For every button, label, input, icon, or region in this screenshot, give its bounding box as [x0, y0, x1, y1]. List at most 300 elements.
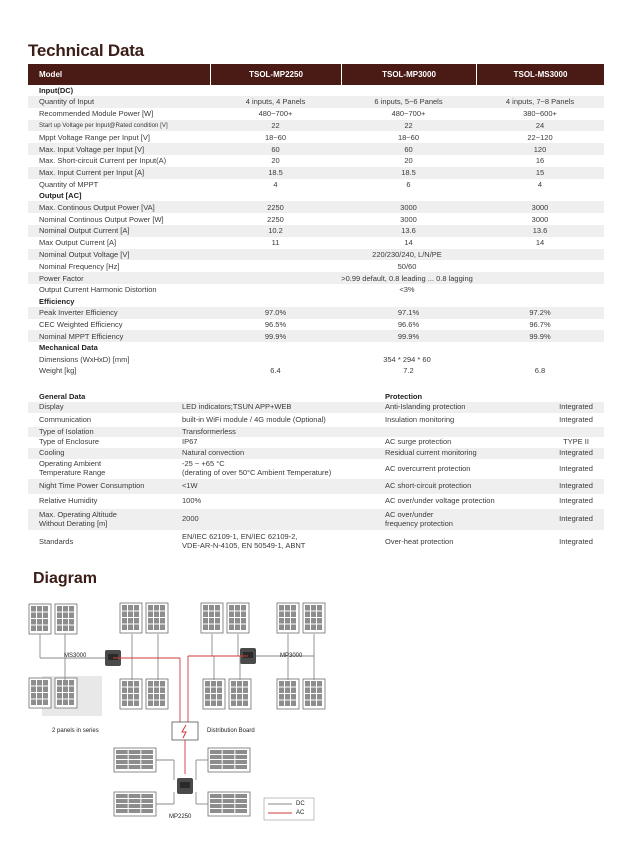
table-row [28, 330, 604, 342]
row-label: Max. Input Current per Input [A] [39, 168, 145, 178]
solar-cell [241, 612, 246, 618]
system-diagram [28, 596, 348, 836]
table-row [28, 402, 604, 413]
solar-cell [285, 625, 290, 631]
cell-label: Operating Ambient Temperature Range [39, 459, 106, 477]
row-value: 22~120 [527, 132, 553, 142]
row-value: 6 [406, 179, 411, 189]
cell-value: EN/IEC 62109-1, EN/IEC 62109-2, VDE-AR-N-4105, EN 50549-1, ABNT [182, 532, 306, 550]
solar-cell [229, 618, 234, 624]
solar-cell [148, 701, 153, 707]
cell-value: 2000 [182, 514, 199, 524]
solar-cell [69, 700, 74, 706]
solar-cell [317, 605, 322, 611]
solar-cell [160, 701, 165, 707]
row-value: 6.8 [534, 366, 546, 376]
solar-cell [241, 625, 246, 631]
solar-cell [31, 606, 36, 612]
solar-cell [122, 681, 127, 687]
solar-cell [69, 626, 74, 632]
solar-cell [215, 605, 220, 611]
solar-cell [210, 765, 222, 769]
row-value: 16 [535, 156, 545, 166]
legend-dc-label: DC [296, 801, 305, 807]
cell-plabel: AC over/under voltage protection [385, 496, 495, 506]
solar-cell [134, 688, 139, 694]
solar-cell [148, 612, 153, 618]
solar-cell [129, 804, 141, 808]
solar-cell [116, 750, 128, 754]
solar-cell [229, 612, 234, 618]
solar-cell [237, 701, 242, 707]
solar-cell [237, 688, 242, 694]
solar-cell [285, 694, 290, 700]
solar-cell [231, 701, 236, 707]
row-value: 3000 [531, 214, 549, 224]
section-heading: Input(DC) [39, 86, 74, 95]
solar-cell [285, 681, 290, 687]
solar-cell [116, 760, 128, 764]
solar-cell [134, 681, 139, 687]
row-value: 96.5% [264, 319, 287, 329]
cell-label: Cooling [39, 448, 65, 458]
solar-cell [134, 701, 139, 707]
solar-cell [69, 687, 74, 693]
table-row [28, 413, 604, 427]
protection-title: Protection [385, 391, 423, 401]
solar-cell [148, 618, 153, 624]
solar-cell [223, 750, 235, 754]
solar-cell [63, 619, 68, 625]
solar-cell [311, 701, 316, 707]
solar-cell [235, 794, 247, 798]
row-value: 6.4 [270, 366, 281, 376]
microinverter-label-plate [108, 654, 118, 660]
section-heading: Efficiency [39, 296, 75, 306]
solar-cell [31, 700, 36, 706]
solar-cell [154, 625, 159, 631]
row-value: 99.9% [264, 331, 287, 341]
solar-cell [279, 688, 284, 694]
row-value: 11 [271, 238, 280, 248]
row-label: Max. Continous Output Power [VA] [39, 202, 155, 212]
row-value: >0.99 default, 0.8 leading ... 0.8 lagging [341, 273, 473, 283]
row-value: 96.7% [529, 319, 551, 329]
row-value: 20 [271, 156, 280, 166]
row-label: Quantity of Input [39, 97, 95, 107]
header-mp3000: TSOL-MP3000 [341, 64, 476, 85]
solar-cell [141, 755, 153, 759]
row-label: Recommended Module Power [W] [39, 109, 154, 119]
row-value: 480~700+ [391, 109, 426, 119]
solar-cell [235, 618, 240, 624]
solar-cell [148, 625, 153, 631]
solar-cell [317, 612, 322, 618]
solar-cell [223, 799, 235, 803]
solar-cell [243, 688, 248, 694]
solar-cell [311, 618, 316, 624]
row-value: 3000 [400, 214, 417, 224]
table-header [28, 64, 604, 85]
solar-cell [311, 694, 316, 700]
solar-cell [211, 681, 216, 687]
solar-cell [63, 613, 68, 619]
table-row [28, 96, 604, 108]
cell-plabel: Anti-Islanding protection [385, 402, 466, 412]
solar-cell [209, 605, 214, 611]
solar-cell [43, 606, 48, 612]
solar-cell [241, 605, 246, 611]
solar-cell [305, 681, 310, 687]
solar-cell [43, 626, 48, 632]
solar-cell [217, 688, 222, 694]
solar-cell [235, 765, 247, 769]
solar-cell [243, 694, 248, 700]
solar-cell [129, 750, 141, 754]
cell-plabel: Insulation monitoring [385, 414, 455, 424]
solar-cell [31, 680, 36, 686]
solar-cell [217, 701, 222, 707]
solar-cell [129, 794, 141, 798]
solar-cell [134, 618, 139, 624]
solar-cell [122, 612, 127, 618]
general-title: General Data [39, 391, 86, 401]
cell-label: Night Time Power Consumption [39, 481, 145, 491]
solar-cell [223, 794, 235, 798]
solar-cell [215, 618, 220, 624]
solar-cell [235, 799, 247, 803]
row-value: 354 * 294 * 60 [383, 354, 431, 364]
row-value: 4 [537, 179, 543, 189]
cell-pvalue: Integrated [559, 496, 593, 506]
row-value: 97.1% [397, 308, 420, 318]
solar-cell [235, 605, 240, 611]
row-value: <3% [399, 285, 415, 295]
solar-cell [210, 755, 222, 759]
section-heading: Mechanical Data [39, 343, 98, 353]
solar-cell [235, 750, 247, 754]
solar-cell [154, 612, 159, 618]
row-value: 18.5 [401, 168, 416, 178]
row-label: Max Output Current [A] [39, 238, 117, 248]
table-row [28, 479, 604, 494]
solar-cell [311, 612, 316, 618]
solar-cell [205, 681, 210, 687]
solar-cell [203, 605, 208, 611]
solar-cell [291, 701, 296, 707]
cell-label: Max. Operating Altitude Without Derating [m] [39, 509, 117, 528]
solar-cell [211, 694, 216, 700]
cell-value: built-in WiFi module / 4G module (Optional) [182, 414, 326, 424]
table-row [28, 509, 604, 530]
solar-cell [305, 701, 310, 707]
row-value: 14 [404, 238, 413, 248]
row-label: Peak Inverter Efficiency [39, 308, 118, 318]
diagram-title: Diagram [33, 570, 98, 587]
row-value: 15 [535, 168, 545, 178]
solar-cell [129, 765, 141, 769]
solar-cell [141, 804, 153, 808]
solar-cell [317, 694, 322, 700]
table-row [28, 213, 604, 225]
solar-cell [116, 804, 128, 808]
row-label: Nominal Frequency [Hz] [39, 261, 120, 271]
solar-cell [134, 625, 139, 631]
solar-cell [122, 688, 127, 694]
solar-cell [279, 605, 284, 611]
solar-cell [305, 694, 310, 700]
solar-cell [141, 799, 153, 803]
general-body [28, 402, 604, 554]
row-value: 7.2 [403, 366, 414, 376]
solar-cell [129, 799, 141, 803]
row-value: 18.5 [268, 168, 283, 178]
row-value: 220/230/240, L/N/PE [372, 249, 442, 259]
solar-cell [31, 619, 36, 625]
cell-pvalue: Integrated [559, 481, 593, 491]
row-label: Start up Voltage per Input@Rated condition [V] [39, 121, 168, 129]
cell-value: IP67 [182, 437, 198, 447]
solar-cell [31, 613, 36, 619]
solar-cell [134, 694, 139, 700]
solar-cell [43, 693, 48, 699]
solar-cell [148, 688, 153, 694]
solar-cell [63, 680, 68, 686]
solar-cell [210, 799, 222, 803]
solar-cell [243, 701, 248, 707]
cell-label: Relative Humidity [39, 496, 98, 506]
panels-in-series-label: 2 panels in series [52, 728, 99, 734]
row-value: 10.2 [268, 226, 283, 236]
cell-value: LED indicators;TSUN APP+WEB [182, 402, 292, 412]
table-row [28, 459, 604, 479]
solar-cell [57, 680, 62, 686]
cell-plabel: AC overcurrent protection [385, 463, 471, 473]
solar-cell [128, 625, 133, 631]
solar-cell [223, 765, 235, 769]
solar-cell [31, 693, 36, 699]
solar-cell [210, 794, 222, 798]
solar-cell [129, 760, 141, 764]
row-value: 20 [404, 156, 413, 166]
solar-cell [122, 625, 127, 631]
solar-cell [279, 694, 284, 700]
solar-cell [311, 605, 316, 611]
solar-cell [116, 794, 128, 798]
cell-plabel: Over-heat protection [385, 536, 454, 546]
row-value: 96.6% [397, 319, 420, 329]
solar-cell [154, 681, 159, 687]
cell-value: 100% [182, 496, 202, 506]
row-value: 18~60 [264, 132, 287, 142]
general-header [28, 390, 604, 402]
solar-cell [128, 701, 133, 707]
row-value: 14 [535, 238, 545, 248]
solar-cell [317, 701, 322, 707]
cell-pvalue: Integrated [559, 536, 593, 546]
solar-cell [122, 694, 127, 700]
solar-cell [223, 760, 235, 764]
solar-cell [223, 755, 235, 759]
row-value: 4 [273, 179, 278, 189]
solar-cell [128, 681, 133, 687]
cell-label: Type of Isolation [39, 426, 94, 436]
cell-value: <1W [182, 481, 198, 491]
solar-cell [317, 618, 322, 624]
solar-cell [160, 605, 165, 611]
table-row [28, 307, 604, 319]
row-value: 18~60 [397, 132, 420, 142]
row-label: Max. Short-circuit Current per Input(A) [39, 156, 167, 166]
table-row [28, 260, 604, 272]
solar-cell [229, 605, 234, 611]
row-value: 97.2% [529, 308, 551, 318]
solar-cell [134, 612, 139, 618]
solar-cell [129, 809, 141, 813]
solar-cell [69, 613, 74, 619]
solar-cell [235, 612, 240, 618]
header-model: Model [39, 70, 63, 79]
solar-cell [43, 700, 48, 706]
solar-cell [37, 626, 42, 632]
solar-cell [305, 605, 310, 611]
row-value: 4 inputs, 7~8 Panels [505, 97, 575, 107]
solar-cell [57, 613, 62, 619]
solar-cell [57, 687, 62, 693]
solar-cell [122, 605, 127, 611]
table-row [28, 143, 604, 155]
solar-cell [154, 701, 159, 707]
solar-cell [210, 760, 222, 764]
header-mp2250: TSOL-MP2250 [210, 64, 341, 85]
solar-cell [160, 625, 165, 631]
solar-cell [43, 687, 48, 693]
row-label: CEC Weighted Efficiency [39, 319, 123, 329]
solar-cell [122, 618, 127, 624]
header-ms3000: TSOL-MS3000 [476, 64, 604, 85]
solar-cell [285, 688, 290, 694]
solar-cell [69, 680, 74, 686]
solar-cell [279, 681, 284, 687]
table-row [28, 201, 604, 213]
solar-cell [154, 688, 159, 694]
table-row [28, 494, 604, 509]
solar-cell [116, 755, 128, 759]
solar-cell [116, 765, 128, 769]
solar-cell [205, 688, 210, 694]
page-title: Technical Data [28, 41, 144, 60]
solar-cell [63, 606, 68, 612]
cell-label: Standards [39, 536, 74, 546]
solar-cell [210, 809, 222, 813]
solar-cell [210, 804, 222, 808]
solar-cell [69, 693, 74, 699]
solar-cell [128, 688, 133, 694]
solar-cell [57, 626, 62, 632]
solar-cell [241, 618, 246, 624]
row-value: 2250 [267, 202, 284, 212]
solar-cell [217, 681, 222, 687]
solar-cell [211, 688, 216, 694]
solar-cell [203, 625, 208, 631]
solar-cell [311, 688, 316, 694]
solar-cell [154, 618, 159, 624]
general-protection-table [28, 390, 604, 554]
table-row [28, 365, 604, 377]
solar-cell [203, 612, 208, 618]
table-row [28, 353, 604, 365]
row-label: Dimensions (WxHxD) [mm] [39, 354, 130, 364]
solar-cell [235, 804, 247, 808]
cell-label: Communication [39, 414, 92, 424]
solar-cell [129, 755, 141, 759]
distribution-board-label: Distribution Board [207, 728, 255, 734]
solar-cell [317, 625, 322, 631]
row-value: 50/60 [397, 261, 417, 271]
solar-cell [285, 618, 290, 624]
technical-data-table [28, 64, 604, 377]
table-row [28, 179, 604, 191]
solar-cell [243, 681, 248, 687]
diagram-drawing [28, 596, 348, 836]
cell-plabel: AC surge protection [385, 437, 452, 447]
table-row [28, 448, 604, 459]
cell-value: -25 ~ +65 °C (derating of over 50°C Ambient Temperature) [182, 459, 332, 477]
solar-cell [223, 809, 235, 813]
row-value: 22 [271, 120, 280, 130]
table-row [28, 108, 604, 120]
row-value: 99.9% [397, 331, 420, 341]
mp2250-label: MP2250 [169, 814, 192, 820]
table-row [28, 319, 604, 331]
solar-cell [37, 687, 42, 693]
row-value: 6 inputs, 5~6 Panels [374, 97, 443, 107]
cell-value: Natural convection [182, 448, 245, 458]
solar-cell [134, 605, 139, 611]
solar-cell [37, 693, 42, 699]
solar-cell [128, 694, 133, 700]
solar-cell [141, 794, 153, 798]
solar-cell [311, 625, 316, 631]
mp3000-label: MP3000 [280, 653, 303, 659]
solar-cell [148, 694, 153, 700]
solar-cell [285, 612, 290, 618]
solar-cell [128, 605, 133, 611]
solar-cell [160, 694, 165, 700]
row-value: 13.6 [401, 226, 416, 236]
cell-pvalue: Integrated [559, 514, 593, 524]
row-label: Max. Input Voltage per Input [V] [39, 144, 145, 154]
solar-cell [210, 750, 222, 754]
solar-cell [43, 619, 48, 625]
solar-cell [291, 694, 296, 700]
table-row [28, 427, 604, 437]
legend-ac-label: AC [296, 810, 305, 816]
table-row [28, 249, 604, 261]
row-value: 13.6 [532, 226, 548, 236]
solar-cell [211, 701, 216, 707]
row-value: 2250 [267, 214, 284, 224]
solar-cell [205, 694, 210, 700]
solar-cell [231, 688, 236, 694]
solar-cell [235, 809, 247, 813]
solar-cell [128, 612, 133, 618]
solar-cell [63, 700, 68, 706]
solar-cell [317, 688, 322, 694]
solar-cell [235, 625, 240, 631]
table-row [28, 167, 604, 179]
row-label: Nominal Output Voltage [V] [39, 249, 130, 259]
